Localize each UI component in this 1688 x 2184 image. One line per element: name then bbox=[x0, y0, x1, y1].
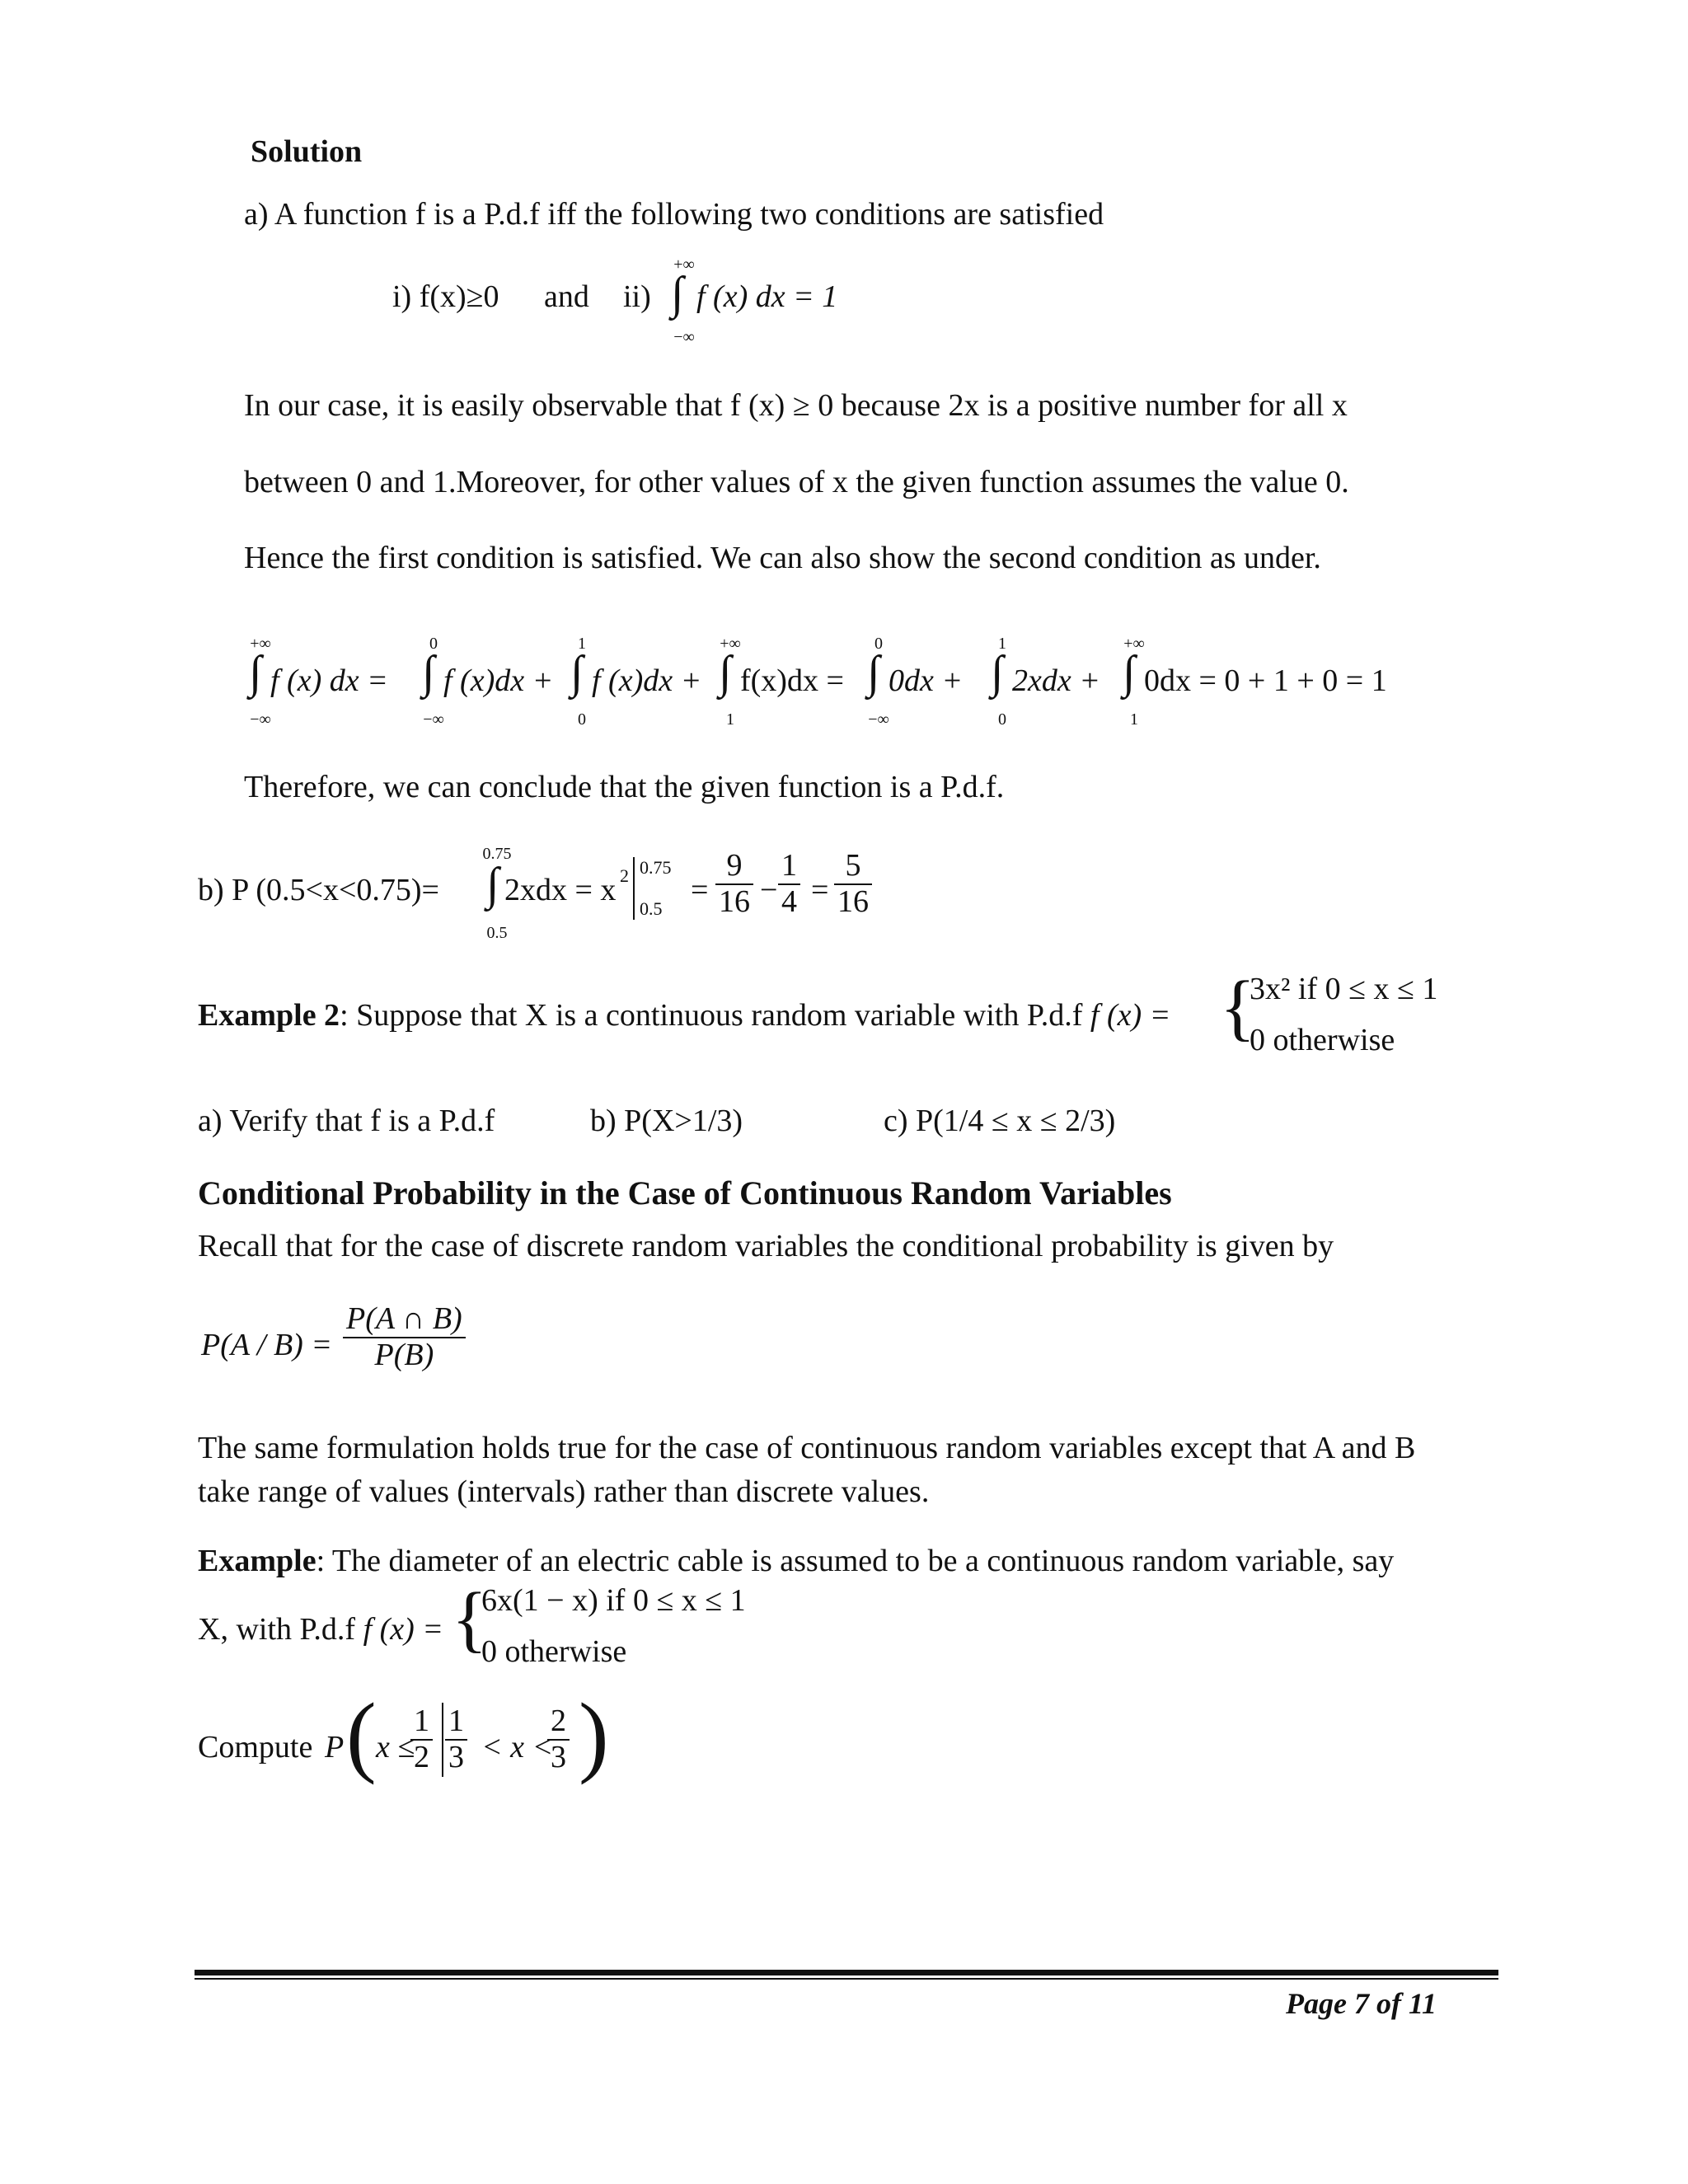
integral-sign: ∫ bbox=[249, 647, 262, 698]
question-b: b) P(X>1/3) bbox=[590, 1104, 743, 1138]
integral-body: 2xdx + bbox=[1012, 663, 1100, 698]
solution-heading: Solution bbox=[251, 134, 363, 169]
example-2-label: Example 2 bbox=[198, 998, 340, 1033]
left-paren: ( bbox=[346, 1685, 377, 1785]
example-3-label: Example bbox=[198, 1544, 316, 1578]
lower-limit: 1 bbox=[1130, 710, 1138, 729]
integral-sign: ∫ bbox=[671, 268, 684, 319]
left-brace: { bbox=[1220, 967, 1256, 1048]
evaluation-bar bbox=[633, 857, 635, 920]
question-a: a) Verify that f is a P.d.f bbox=[198, 1104, 495, 1138]
lower-limit: −∞ bbox=[250, 710, 271, 729]
integral-sign: ∫ bbox=[991, 647, 1004, 698]
page-number: Page 7 of 11 bbox=[1286, 1987, 1437, 2020]
paragraph-line-1: In our case, it is easily observable that f (x) ≥ 0 because 2x is a positive number for all x bbox=[244, 388, 1348, 423]
fraction bbox=[715, 849, 753, 920]
footer-rule-thin bbox=[195, 1978, 1498, 1980]
minus-sign: − bbox=[760, 873, 778, 907]
upper-limit: +∞ bbox=[720, 635, 741, 653]
paragraph-line-2: between 0 and 1.Moreover, for other values of x the given function assumes the value 0. bbox=[244, 465, 1349, 499]
denominator: 3 bbox=[448, 1739, 464, 1774]
denominator: 2 bbox=[414, 1739, 429, 1774]
denominator: 3 bbox=[551, 1739, 566, 1774]
example-3-fx: f (x) = bbox=[363, 1612, 443, 1647]
part-b-integrand: 2xdx = x bbox=[504, 873, 617, 907]
upper-limit: 1 bbox=[578, 635, 586, 653]
numerator: 1 bbox=[410, 1704, 433, 1741]
part-b-power: 2 bbox=[620, 865, 629, 886]
denominator: 4 bbox=[781, 883, 797, 919]
numerator: 1 bbox=[778, 849, 800, 885]
lower-limit: −∞ bbox=[868, 710, 889, 729]
fraction bbox=[445, 1704, 467, 1775]
fraction bbox=[778, 849, 800, 920]
example-3-case-1: 6x(1 − x) if 0 ≤ x ≤ 1 bbox=[481, 1583, 746, 1618]
denominator: 16 bbox=[719, 883, 750, 919]
lower-limit: 0 bbox=[998, 710, 1006, 729]
recall-text: Recall that for the case of discrete random variables the conditional probability is given by bbox=[198, 1229, 1334, 1263]
fraction bbox=[834, 849, 872, 920]
integral-sign: ∫ bbox=[719, 647, 732, 698]
evaluation-lower: 0.5 bbox=[640, 898, 663, 919]
example-2-text: : Suppose that X is a continuous random variable with P.d.f bbox=[340, 998, 1083, 1033]
equals-sign: = bbox=[691, 873, 709, 907]
integral-body: 0dx + bbox=[889, 663, 964, 698]
numerator: 9 bbox=[715, 849, 753, 885]
lower-limit: 1 bbox=[726, 710, 734, 729]
footer-rule-thick bbox=[195, 1970, 1498, 1975]
numerator: 1 bbox=[445, 1704, 467, 1741]
upper-limit: 0 bbox=[429, 635, 438, 653]
upper-limit: +∞ bbox=[673, 255, 695, 274]
formula-lhs: P(A / B) = bbox=[201, 1328, 332, 1362]
part-a-statement: a) A function f is a P.d.f iff the following two conditions are satisfied bbox=[244, 197, 1104, 232]
example-3-text: : The diameter of an electric cable is assumed to be a continuous random variable, say bbox=[316, 1544, 1395, 1578]
paragraph-same-2: take range of values (intervals) rather than discrete values. bbox=[198, 1474, 930, 1509]
formula-fraction bbox=[343, 1302, 466, 1373]
integral-sign: ∫ bbox=[486, 859, 499, 910]
lower-limit: −∞ bbox=[423, 710, 444, 729]
example-3-line-2 bbox=[198, 1611, 443, 1647]
lower-limit: 0.5 bbox=[486, 924, 508, 942]
integral-body: f (x)dx + bbox=[443, 663, 554, 698]
paragraph-same-1: The same formulation holds true for the case of continuous random variables except that A and B bbox=[198, 1431, 1416, 1465]
compute-label: Compute bbox=[198, 1730, 313, 1765]
upper-limit: +∞ bbox=[1123, 635, 1145, 653]
integral-sign: ∫ bbox=[570, 647, 584, 698]
compute-lt-x-lt: < x < bbox=[481, 1730, 554, 1765]
evaluation-upper: 0.75 bbox=[640, 857, 672, 878]
condition-and: and bbox=[544, 279, 589, 314]
integral-equation bbox=[244, 635, 1480, 733]
conclusion-text: Therefore, we can conclude that the given function is a P.d.f. bbox=[244, 770, 1005, 804]
upper-limit: 0 bbox=[874, 635, 883, 653]
integral-sign: ∫ bbox=[867, 647, 880, 698]
denominator: 16 bbox=[837, 883, 869, 919]
denominator: P(B) bbox=[374, 1337, 434, 1372]
question-c: c) P(1/4 ≤ x ≤ 2/3) bbox=[884, 1104, 1116, 1138]
example-3-case-2: 0 otherwise bbox=[481, 1634, 627, 1669]
integral-body: f (x)dx + bbox=[592, 663, 702, 698]
example-2-fx: f (x) = bbox=[1090, 998, 1171, 1033]
numerator: 2 bbox=[547, 1704, 570, 1741]
numerator: 5 bbox=[834, 849, 872, 885]
left-brace: { bbox=[452, 1578, 488, 1660]
paragraph-line-3: Hence the first condition is satisfied. We can also show the second condition as under. bbox=[244, 541, 1321, 575]
example-2-line bbox=[198, 997, 1170, 1033]
right-paren: ) bbox=[579, 1685, 609, 1785]
example-3-line bbox=[198, 1543, 1394, 1579]
lower-limit: −∞ bbox=[673, 328, 695, 346]
upper-limit: +∞ bbox=[250, 635, 271, 653]
part-b-label: b) P (0.5<x<0.75)= bbox=[198, 873, 439, 907]
integral-body: 0dx = 0 + 1 + 0 = 1 bbox=[1144, 663, 1387, 698]
section-heading: Conditional Probability in the Case of Continuous Random Variables bbox=[198, 1174, 1172, 1212]
condition-i: i) f(x)≥0 bbox=[392, 279, 499, 314]
fraction bbox=[547, 1704, 570, 1775]
integral-sign: ∫ bbox=[422, 647, 435, 698]
integral-body: f (x) dx = bbox=[270, 663, 388, 698]
equals-sign: = bbox=[811, 873, 829, 907]
integral-sign: ∫ bbox=[1123, 647, 1136, 698]
compute-x-le: x ≤ bbox=[376, 1730, 415, 1765]
compute-p: P bbox=[325, 1730, 345, 1765]
lower-limit: 0 bbox=[578, 710, 586, 729]
condition-ii-label: ii) bbox=[623, 279, 651, 314]
example-2-case-1: 3x² if 0 ≤ x ≤ 1 bbox=[1250, 972, 1438, 1006]
condition-ii-body: f (x) dx = 1 bbox=[696, 279, 838, 314]
integral-body: f(x)dx = bbox=[740, 663, 844, 698]
example-2-case-2: 0 otherwise bbox=[1250, 1023, 1395, 1057]
numerator: P(A ∩ B) bbox=[343, 1302, 466, 1338]
given-bar bbox=[442, 1703, 443, 1777]
upper-limit: 0.75 bbox=[482, 845, 512, 863]
upper-limit: 1 bbox=[998, 635, 1006, 653]
example-3-pdf-label: X, with P.d.f bbox=[198, 1612, 356, 1647]
fraction bbox=[410, 1704, 433, 1775]
